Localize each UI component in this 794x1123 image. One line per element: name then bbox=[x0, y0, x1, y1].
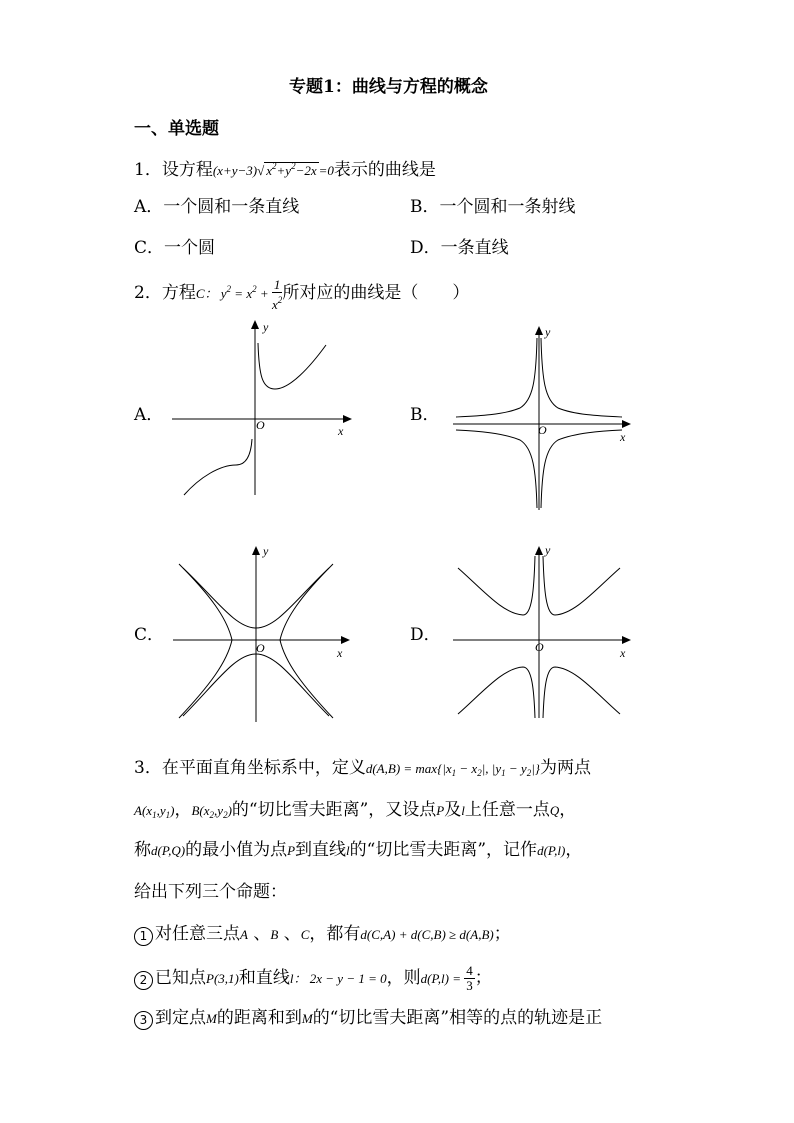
question-1-stem bbox=[134, 156, 436, 181]
q2-graph-b[interactable] bbox=[448, 320, 638, 515]
question-3-item-3: 3 到定点M的距离和到M的“切比雪夫距离”相等的点的轨迹是正 bbox=[134, 1008, 602, 1030]
q2-equation: C： $y^2 = x^2$ + $\frac{1}{x^2}$ bbox=[195, 277, 283, 312]
svg-text:x: x bbox=[337, 646, 343, 660]
q1-prefix: 1．设方程 bbox=[134, 160, 213, 180]
q1-option-d[interactable]: D．一条直线 bbox=[410, 238, 509, 258]
svg-text:y: y bbox=[545, 543, 551, 557]
svg-text:O: O bbox=[535, 640, 544, 654]
svg-text:O: O bbox=[538, 423, 547, 437]
q2-option-a-label[interactable]: A． bbox=[134, 405, 164, 425]
question-3-line-3: 称d(P,Q)的最小值为点P到直线l的“切比雪夫距离”，记作d(P,l)， bbox=[134, 840, 583, 860]
page-title: 专题1：曲线与方程的概念 bbox=[289, 77, 488, 97]
svg-text:O: O bbox=[256, 641, 265, 655]
circled-3: 3 bbox=[134, 1011, 153, 1030]
q2-option-d-label[interactable]: D． bbox=[410, 625, 441, 645]
circled-1: 1 bbox=[134, 927, 153, 946]
q2-graph-c[interactable] bbox=[165, 540, 360, 725]
question-3-line-4: 给出下列三个命题： bbox=[134, 882, 287, 902]
svg-text:y: y bbox=[263, 320, 269, 334]
svg-text:y: y bbox=[545, 325, 551, 339]
q2-graph-d[interactable] bbox=[448, 540, 638, 722]
q1-equation: (x+y−3)√ $x^2+y^2-2x =0$ bbox=[212, 161, 334, 178]
svg-text:x: x bbox=[620, 430, 626, 444]
q2-option-b-label[interactable]: B． bbox=[410, 405, 440, 425]
q2-option-c-label[interactable]: C． bbox=[134, 625, 165, 645]
section-heading: 一、单选题 bbox=[134, 119, 219, 139]
svg-text:x: x bbox=[338, 424, 344, 438]
question-3-item-2: 2 已知点P(3,1)和直线l： 2x − y − 1 = 0，则d(P,l) = $\frac{4}{3}$ ； bbox=[134, 964, 492, 993]
q2-graph-a[interactable] bbox=[160, 315, 360, 500]
q1-option-a[interactable]: A．一个圆和一条直线 bbox=[134, 197, 300, 217]
q1-option-c[interactable]: C．一个圆 bbox=[134, 238, 216, 258]
question-3-line-2: $A(x_1,y_1)$，$B(x_2,y_2)$的“切比雪夫距离”，又设点P及l上任意一点Q， bbox=[134, 800, 577, 820]
svg-text:x: x bbox=[620, 646, 626, 660]
q1-suffix: 表示的曲线是 bbox=[333, 160, 436, 180]
svg-text:O: O bbox=[256, 418, 265, 432]
circled-2: 2 bbox=[134, 971, 153, 990]
question-3-item-1: 1 对任意三点A 、B 、C，都有d(C,A) + d(C,B) ≥ d(A,B)； bbox=[134, 924, 511, 946]
question-3-line-1: 3．在平面直角坐标系中，定义$d(A,B) = \max\{|x_1 - x_2|$, $|y_1 - y_2|$}为两点 bbox=[134, 758, 591, 778]
q1-option-b[interactable]: B．一个圆和一条射线 bbox=[410, 197, 576, 217]
question-2-stem: 2．方程C： $y^2 = x^2$ + $\frac{1}{x^2}$ 所对应的曲线是（ ） bbox=[134, 277, 470, 312]
svg-text:y: y bbox=[263, 544, 269, 558]
